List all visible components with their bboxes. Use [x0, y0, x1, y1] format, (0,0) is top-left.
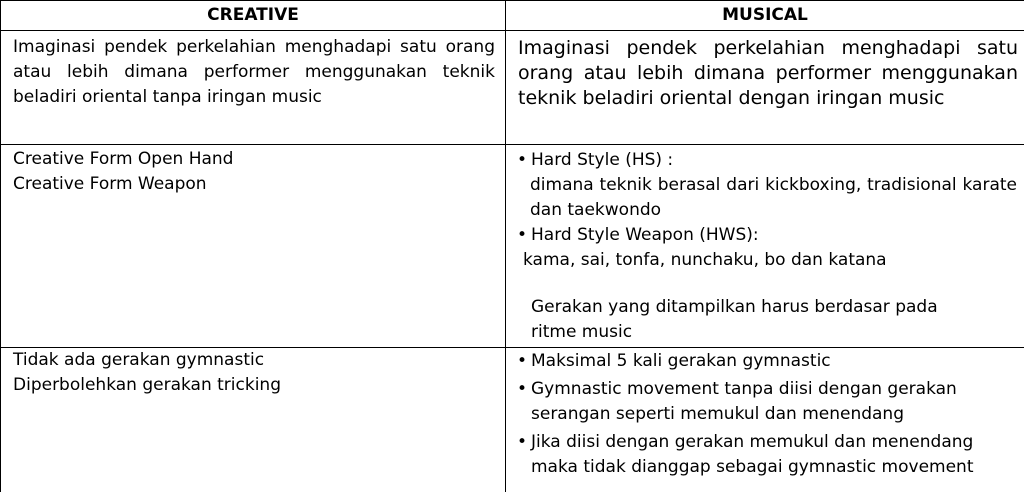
- table-border-left: [0, 0, 1, 492]
- row2-creative-line-2: Creative Form Weapon: [13, 174, 207, 194]
- list-item: [517, 223, 1017, 248]
- row2-creative-line-1: Creative Form Open Hand: [13, 149, 234, 169]
- header-divider: [0, 30, 1024, 31]
- row2-musical-cell: [517, 148, 1017, 345]
- row3-creative-line-2: Diperbolehkan gerakan tricking: [13, 375, 281, 395]
- row1-musical-text: Imaginasi pendek perkelahian menghadapi satu orang atau lebih dimana performer menggunakan teknik beladiri oriental dengan iringan music: [518, 37, 1018, 109]
- list-item-description: kama, sai, tonfa, nunchaku, bo dan katana: [523, 250, 887, 270]
- bullet-icon: •: [517, 351, 528, 371]
- row-divider-1: [0, 144, 1024, 145]
- list-item: [517, 148, 1017, 173]
- bullet-icon: •: [517, 432, 528, 452]
- list-item-description: dimana teknik berasal dari kickboxing, tradisional karate dan taekwondo: [530, 175, 1017, 220]
- list-item-text: Maksimal 5 kali gerakan gymnastic: [531, 351, 831, 371]
- row1-creative-text: Imaginasi pendek perkelahian menghadapi satu orang atau lebih dimana performer menggunakan teknik beladiri oriental tanpa iringan music: [13, 37, 495, 107]
- list-item: [517, 430, 1017, 480]
- row3-creative-cell: [13, 348, 495, 398]
- bullet-icon: •: [517, 225, 528, 245]
- row2-musical-note: Gerakan yang ditampilkan harus berdasar pada ritme music: [531, 297, 938, 342]
- list-item: [517, 349, 1017, 374]
- list-item-text: Hard Style Weapon (HWS):: [531, 225, 759, 245]
- header-musical: MUSICAL: [722, 5, 808, 25]
- list-item: [517, 377, 1017, 427]
- row2-creative-cell: [13, 147, 495, 197]
- list-item-text: Hard Style (HS) :: [531, 150, 674, 170]
- header-creative: CREATIVE: [207, 5, 299, 25]
- bullet-icon: •: [517, 379, 528, 399]
- row3-creative-line-1: Tidak ada gerakan gymnastic: [13, 350, 265, 370]
- list-item-text: Gymnastic movement tanpa diisi dengan gerakan serangan seperti memukul dan menendang: [531, 379, 957, 424]
- bullet-icon: •: [517, 150, 528, 170]
- row1-creative-cell: [13, 35, 495, 110]
- row3-musical-cell: [517, 349, 1017, 480]
- column-divider: [505, 0, 506, 492]
- list-item-text: Jika diisi dengan gerakan memukul dan menendang maka tidak dianggap sebagai gymnastic movement: [531, 432, 974, 477]
- row1-musical-cell: [518, 36, 1018, 111]
